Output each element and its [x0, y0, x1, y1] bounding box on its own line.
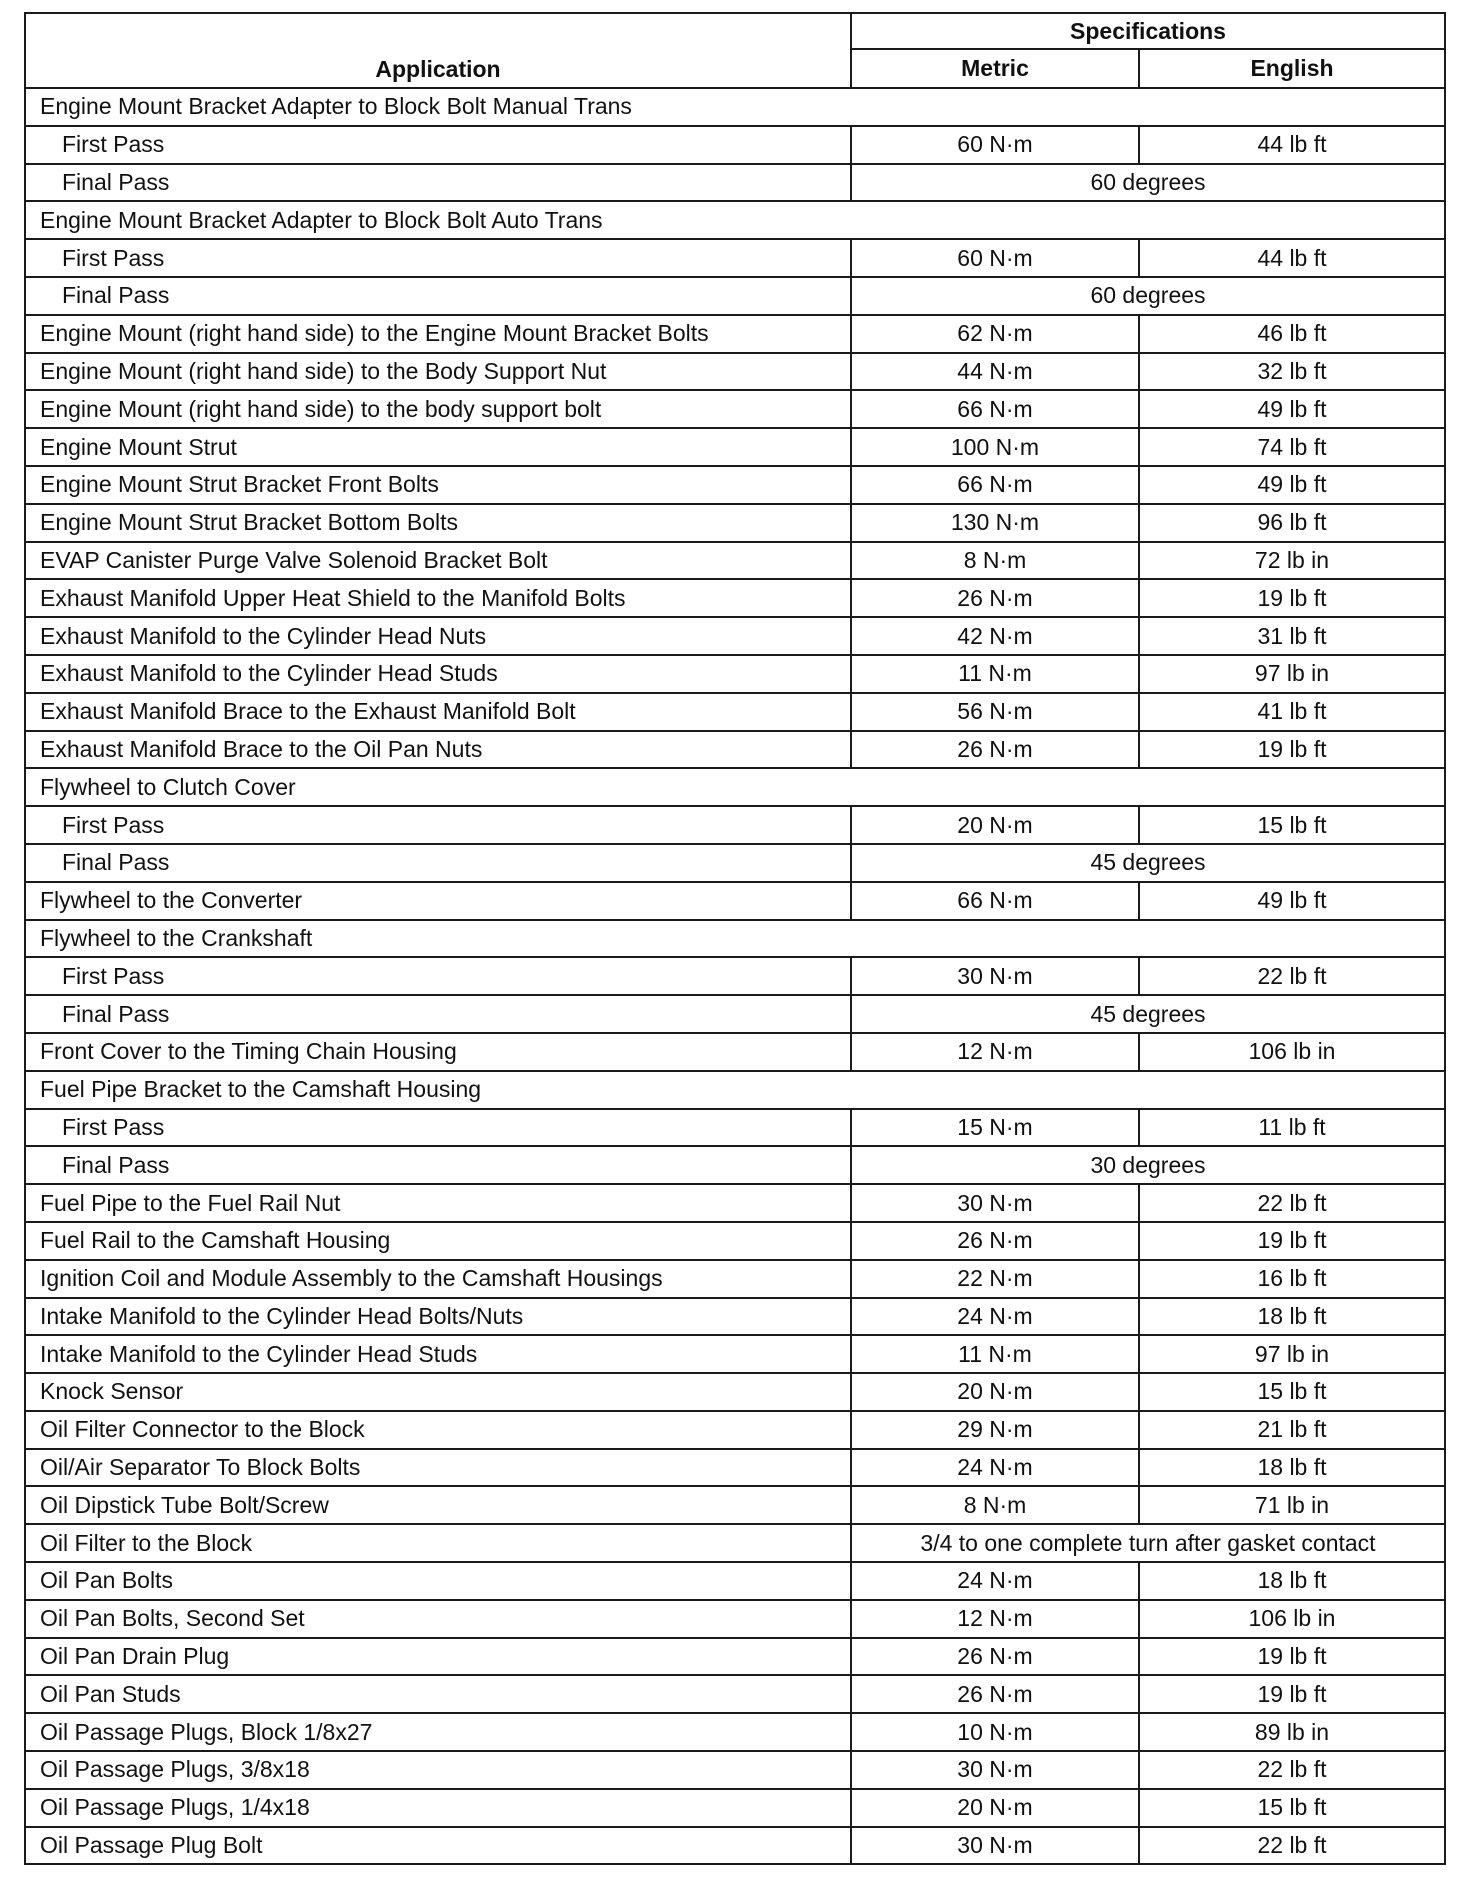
english-cell: 49 lb ft: [1139, 390, 1445, 428]
table-row: [25, 1524, 1445, 1562]
table-row: [25, 1373, 1445, 1411]
application-cell: Exhaust Manifold to the Cylinder Head Studs: [25, 655, 851, 693]
metric-cell: 11 N·m: [851, 655, 1139, 693]
application-cell: Oil Pan Bolts: [25, 1562, 851, 1600]
metric-cell: 30 N·m: [851, 1827, 1139, 1865]
english-cell: 19 lb ft: [1139, 1675, 1445, 1713]
english-cell: 22 lb ft: [1139, 1184, 1445, 1222]
application-cell: First Pass: [25, 806, 851, 844]
table-row: [25, 1298, 1445, 1336]
application-cell: Flywheel to Clutch Cover: [25, 768, 1445, 806]
table-row: [25, 542, 1445, 580]
table-row: [25, 995, 1445, 1033]
metric-cell: 26 N·m: [851, 579, 1139, 617]
table-row: [25, 1411, 1445, 1449]
application-cell: Engine Mount (right hand side) to the Engine Mount Bracket Bolts: [25, 315, 851, 353]
table-row: [25, 1789, 1445, 1827]
english-cell: 31 lb ft: [1139, 617, 1445, 655]
english-cell: 97 lb in: [1139, 655, 1445, 693]
metric-cell: 8 N·m: [851, 1486, 1139, 1524]
table-row: [25, 844, 1445, 882]
application-cell: Exhaust Manifold Brace to the Exhaust Manifold Bolt: [25, 693, 851, 731]
english-cell: 72 lb in: [1139, 542, 1445, 580]
metric-cell: 62 N·m: [851, 315, 1139, 353]
application-cell: First Pass: [25, 957, 851, 995]
application-header: Application: [25, 13, 851, 88]
table-row: [25, 731, 1445, 769]
table-row: [25, 353, 1445, 391]
english-cell: 44 lb ft: [1139, 126, 1445, 164]
english-cell: 22 lb ft: [1139, 1751, 1445, 1789]
specification-cell: 45 degrees: [851, 995, 1445, 1033]
english-cell: 96 lb ft: [1139, 504, 1445, 542]
table-row: [25, 504, 1445, 542]
application-cell: Flywheel to the Converter: [25, 882, 851, 920]
table-row: [25, 428, 1445, 466]
application-cell: Oil/Air Separator To Block Bolts: [25, 1449, 851, 1487]
english-cell: 49 lb ft: [1139, 466, 1445, 504]
metric-cell: 8 N·m: [851, 542, 1139, 580]
table-row: [25, 277, 1445, 315]
table-row: [25, 1146, 1445, 1184]
table-row: [25, 579, 1445, 617]
application-cell: Engine Mount Strut Bracket Front Bolts: [25, 466, 851, 504]
english-cell: 18 lb ft: [1139, 1562, 1445, 1600]
application-cell: Engine Mount Bracket Adapter to Block Bolt Auto Trans: [25, 201, 1445, 239]
table-row: [25, 1184, 1445, 1222]
metric-cell: 29 N·m: [851, 1411, 1139, 1449]
application-cell: Fuel Pipe to the Fuel Rail Nut: [25, 1184, 851, 1222]
table-row: [25, 1335, 1445, 1373]
metric-cell: 44 N·m: [851, 353, 1139, 391]
metric-cell: 10 N·m: [851, 1713, 1139, 1751]
application-cell: Ignition Coil and Module Assembly to the Camshaft Housings: [25, 1260, 851, 1298]
application-cell: EVAP Canister Purge Valve Solenoid Bracket Bolt: [25, 542, 851, 580]
metric-cell: 42 N·m: [851, 617, 1139, 655]
table-row: [25, 693, 1445, 731]
english-cell: 19 lb ft: [1139, 579, 1445, 617]
metric-cell: 12 N·m: [851, 1033, 1139, 1071]
application-cell: Oil Dipstick Tube Bolt/Screw: [25, 1486, 851, 1524]
english-cell: 22 lb ft: [1139, 1827, 1445, 1865]
metric-cell: 26 N·m: [851, 1675, 1139, 1713]
metric-cell: 20 N·m: [851, 1789, 1139, 1827]
application-cell: Oil Passage Plugs, Block 1/8x27: [25, 1713, 851, 1751]
application-cell: Fuel Rail to the Camshaft Housing: [25, 1222, 851, 1260]
metric-cell: 24 N·m: [851, 1298, 1139, 1336]
application-cell: Oil Pan Bolts, Second Set: [25, 1600, 851, 1638]
specification-cell: 3/4 to one complete turn after gasket contact: [851, 1524, 1445, 1562]
english-cell: 19 lb ft: [1139, 1638, 1445, 1676]
application-cell: First Pass: [25, 126, 851, 164]
table-row: [25, 655, 1445, 693]
metric-cell: 100 N·m: [851, 428, 1139, 466]
english-cell: 97 lb in: [1139, 1335, 1445, 1373]
table-row: [25, 1033, 1445, 1071]
english-cell: 71 lb in: [1139, 1486, 1445, 1524]
application-cell: Fuel Pipe Bracket to the Camshaft Housing: [25, 1071, 1445, 1109]
application-cell: Oil Pan Studs: [25, 1675, 851, 1713]
english-cell: 46 lb ft: [1139, 315, 1445, 353]
table-row: [25, 1751, 1445, 1789]
metric-header: Metric: [851, 49, 1139, 88]
torque-spec-table: [24, 12, 1446, 1865]
english-cell: 11 lb ft: [1139, 1109, 1445, 1147]
table-row: [25, 882, 1445, 920]
table-row: [25, 1222, 1445, 1260]
application-cell: Engine Mount Bracket Adapter to Block Bolt Manual Trans: [25, 88, 1445, 126]
english-cell: 106 lb in: [1139, 1033, 1445, 1071]
table-row: [25, 957, 1445, 995]
table-row: [25, 1260, 1445, 1298]
application-cell: Oil Filter Connector to the Block: [25, 1411, 851, 1449]
application-cell: Oil Passage Plugs, 1/4x18: [25, 1789, 851, 1827]
application-cell: Oil Passage Plugs, 3/8x18: [25, 1751, 851, 1789]
metric-cell: 66 N·m: [851, 882, 1139, 920]
specification-cell: 60 degrees: [851, 277, 1445, 315]
application-cell: Engine Mount Strut: [25, 428, 851, 466]
english-cell: 22 lb ft: [1139, 957, 1445, 995]
english-cell: 41 lb ft: [1139, 693, 1445, 731]
metric-cell: 30 N·m: [851, 957, 1139, 995]
metric-cell: 22 N·m: [851, 1260, 1139, 1298]
english-cell: 89 lb in: [1139, 1713, 1445, 1751]
table-row: [25, 390, 1445, 428]
table-row: [25, 88, 1445, 126]
table-row: [25, 1109, 1445, 1147]
metric-cell: 130 N·m: [851, 504, 1139, 542]
table-row: [25, 201, 1445, 239]
specifications-header: Specifications: [851, 13, 1445, 49]
table-row: [25, 1562, 1445, 1600]
application-cell: Engine Mount Strut Bracket Bottom Bolts: [25, 504, 851, 542]
metric-cell: 30 N·m: [851, 1751, 1139, 1789]
english-cell: 15 lb ft: [1139, 806, 1445, 844]
table-row: [25, 466, 1445, 504]
application-cell: Final Pass: [25, 164, 851, 202]
table-row: [25, 126, 1445, 164]
table-row: [25, 1600, 1445, 1638]
metric-cell: 60 N·m: [851, 239, 1139, 277]
application-cell: Oil Pan Drain Plug: [25, 1638, 851, 1676]
english-cell: 44 lb ft: [1139, 239, 1445, 277]
table-row: [25, 768, 1445, 806]
english-cell: 49 lb ft: [1139, 882, 1445, 920]
application-cell: First Pass: [25, 1109, 851, 1147]
application-cell: Exhaust Manifold Brace to the Oil Pan Nuts: [25, 731, 851, 769]
english-header: English: [1139, 49, 1445, 88]
application-cell: Final Pass: [25, 995, 851, 1033]
table-row: [25, 1827, 1445, 1865]
english-cell: 106 lb in: [1139, 1600, 1445, 1638]
table-row: [25, 239, 1445, 277]
metric-cell: 26 N·m: [851, 1638, 1139, 1676]
metric-cell: 66 N·m: [851, 466, 1139, 504]
table-row: [25, 1071, 1445, 1109]
metric-cell: 60 N·m: [851, 126, 1139, 164]
metric-cell: 11 N·m: [851, 1335, 1139, 1373]
table-row: [25, 617, 1445, 655]
application-cell: Intake Manifold to the Cylinder Head Bolts/Nuts: [25, 1298, 851, 1336]
table-row: [25, 1713, 1445, 1751]
english-cell: 18 lb ft: [1139, 1449, 1445, 1487]
metric-cell: 56 N·m: [851, 693, 1139, 731]
application-cell: Final Pass: [25, 1146, 851, 1184]
metric-cell: 24 N·m: [851, 1449, 1139, 1487]
application-cell: Flywheel to the Crankshaft: [25, 920, 1445, 958]
table-row: [25, 1486, 1445, 1524]
table-row: [25, 1449, 1445, 1487]
application-cell: Front Cover to the Timing Chain Housing: [25, 1033, 851, 1071]
english-cell: 15 lb ft: [1139, 1373, 1445, 1411]
english-cell: 19 lb ft: [1139, 1222, 1445, 1260]
english-cell: 18 lb ft: [1139, 1298, 1445, 1336]
application-cell: Oil Filter to the Block: [25, 1524, 851, 1562]
english-cell: 32 lb ft: [1139, 353, 1445, 391]
application-cell: Engine Mount (right hand side) to the Body Support Nut: [25, 353, 851, 391]
table-body: [25, 88, 1445, 1864]
metric-cell: 66 N·m: [851, 390, 1139, 428]
metric-cell: 26 N·m: [851, 1222, 1139, 1260]
header-row-1: [25, 13, 1445, 49]
application-cell: Exhaust Manifold Upper Heat Shield to the Manifold Bolts: [25, 579, 851, 617]
application-cell: Exhaust Manifold to the Cylinder Head Nuts: [25, 617, 851, 655]
english-cell: 16 lb ft: [1139, 1260, 1445, 1298]
metric-cell: 12 N·m: [851, 1600, 1139, 1638]
application-cell: Final Pass: [25, 844, 851, 882]
table-row: [25, 1638, 1445, 1676]
english-cell: 74 lb ft: [1139, 428, 1445, 466]
metric-cell: 26 N·m: [851, 731, 1139, 769]
english-cell: 19 lb ft: [1139, 731, 1445, 769]
metric-cell: 20 N·m: [851, 806, 1139, 844]
metric-cell: 30 N·m: [851, 1184, 1139, 1222]
table-row: [25, 1675, 1445, 1713]
application-cell: Intake Manifold to the Cylinder Head Studs: [25, 1335, 851, 1373]
table-row: [25, 920, 1445, 958]
application-cell: Oil Passage Plug Bolt: [25, 1827, 851, 1865]
application-cell: Knock Sensor: [25, 1373, 851, 1411]
application-cell: Final Pass: [25, 277, 851, 315]
metric-cell: 15 N·m: [851, 1109, 1139, 1147]
application-cell: First Pass: [25, 239, 851, 277]
specification-cell: 30 degrees: [851, 1146, 1445, 1184]
metric-cell: 24 N·m: [851, 1562, 1139, 1600]
metric-cell: 20 N·m: [851, 1373, 1139, 1411]
table-row: [25, 806, 1445, 844]
english-cell: 21 lb ft: [1139, 1411, 1445, 1449]
application-cell: Engine Mount (right hand side) to the body support bolt: [25, 390, 851, 428]
table-row: [25, 164, 1445, 202]
english-cell: 15 lb ft: [1139, 1789, 1445, 1827]
specification-cell: 60 degrees: [851, 164, 1445, 202]
table-row: [25, 315, 1445, 353]
specification-cell: 45 degrees: [851, 844, 1445, 882]
